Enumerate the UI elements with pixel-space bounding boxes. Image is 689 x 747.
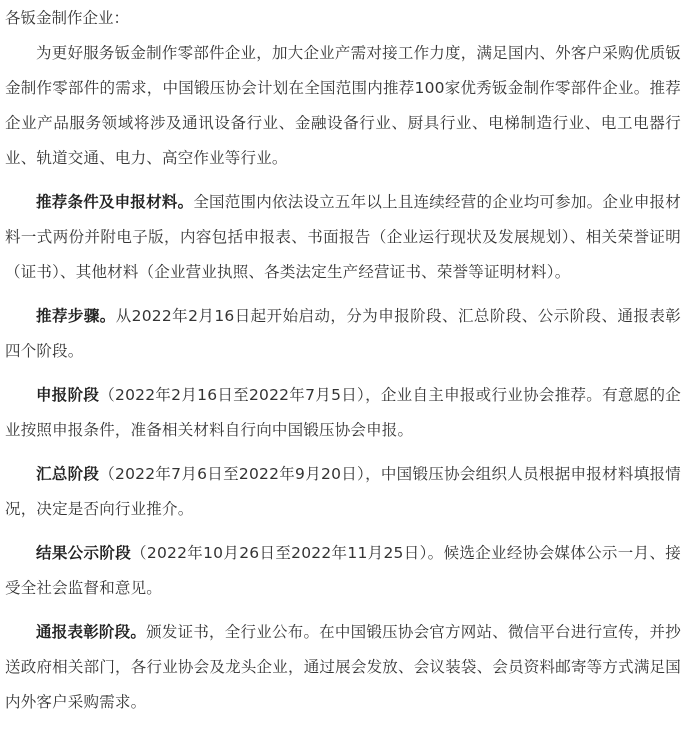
paragraph-commendation-stage: [5, 615, 681, 720]
paragraph-text: 全国范围内依法设立五年以上且连续经营的企业均可参加。企业申报材料一式两份并附电子版，内容包括申报表、书面报告（企业运行现状及发展规划）、相关荣誉证明（证书）、其他材料（企业营业执照、各类法定生产经营证书、荣誉等证明材料）。: [5, 193, 681, 281]
paragraph-text: （2022年7月6日至2022年9月20日），中国锻压协会组织人员根据申报材料填报情况，决定是否向行业推介。: [5, 465, 681, 518]
paragraph-text: 为更好服务钣金制作零部件企业，加大企业产需对接工作力度，满足国内、外客户采购优质钣金制作零部件的需求，中国锻压协会计划在全国范围内推荐100家优秀钣金制作零部件企业。推荐企业产品服务领域将涉及通讯设备行业、金融设备行业、厨具行业、电梯制造行业、电工电器行业、轨道交通、电力、高空作业等行业。: [5, 44, 681, 167]
paragraph-lead: 推荐条件及申报材料。: [36, 193, 194, 211]
paragraph-application-stage: [5, 378, 681, 448]
paragraph-lead: 申报阶段: [36, 386, 100, 404]
paragraph-text: （2022年10月26日至2022年11月25日）。候选企业经协会媒体公示一月、接受全社会监督和意见。: [5, 544, 681, 597]
paragraph-lead: 结果公示阶段: [36, 544, 132, 562]
paragraph-intro: [5, 36, 681, 176]
salutation: 各钣金制作企业：: [5, 9, 130, 27]
paragraph-lead: 通报表彰阶段。: [36, 623, 147, 641]
paragraph-lead: 推荐步骤。: [36, 307, 116, 325]
paragraph-text: 从2022年2月16日起开始启动，分为申报阶段、汇总阶段、公示阶段、通报表彰四个阶段。: [5, 307, 681, 360]
paragraph-lead: 汇总阶段: [36, 465, 100, 483]
paragraph-publicity-stage: [5, 536, 681, 606]
paragraph-summary-stage: [5, 457, 681, 527]
paragraph-conditions: [5, 185, 681, 290]
paragraph-steps: [5, 299, 681, 369]
paragraph-text: （2022年2月16日至2022年7月5日），企业自主申报或行业协会推荐。有意愿的企业按照申报条件，准备相关材料自行向中国锻压协会申报。: [5, 386, 681, 439]
paragraph-text: 颁发证书，全行业公布。在中国锻压协会官方网站、微信平台进行宣传，并抄送政府相关部门，各行业协会及龙头企业，通过展会发放、会议装袋、会员资料邮寄等方式满足国内外客户采购需求。: [5, 623, 681, 711]
